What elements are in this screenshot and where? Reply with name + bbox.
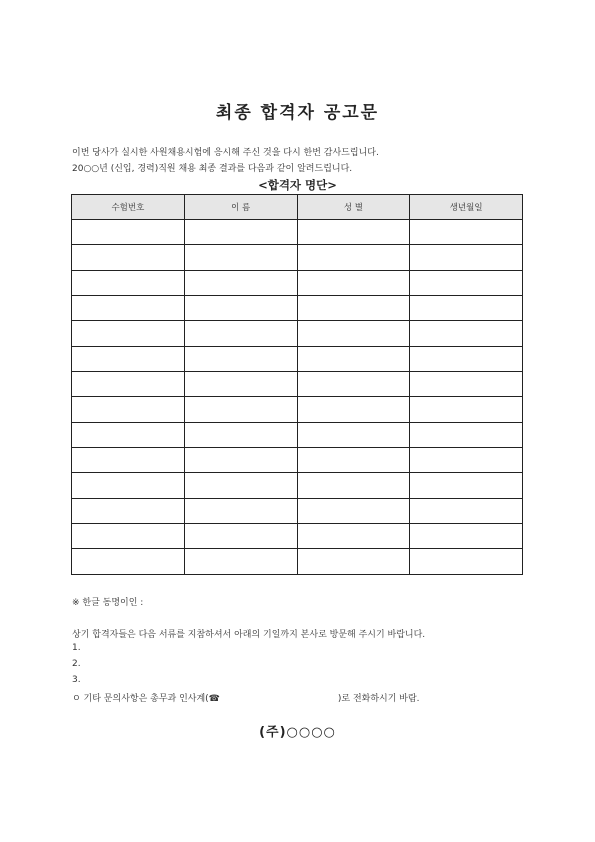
table-cell[interactable] [410, 296, 523, 321]
table-cell[interactable] [297, 321, 410, 346]
homonym-note: ※ 한글 동명이인 : [72, 598, 144, 608]
table-cell[interactable] [410, 245, 523, 270]
table-cell[interactable] [72, 270, 185, 295]
instruction-text: 상기 합격자들은 다음 서류를 지참하셔서 아래의 기일까지 본사로 방문해 주시기 바랍니다. [72, 630, 426, 640]
table-row [72, 245, 523, 270]
table-cell[interactable] [410, 220, 523, 245]
table-row [72, 549, 523, 575]
table-row [72, 473, 523, 498]
table-cell[interactable] [297, 296, 410, 321]
table-cell[interactable] [72, 372, 185, 397]
list-item-2: 2. [72, 659, 81, 669]
contact-suffix: )로 전화하시기 바람. [337, 694, 420, 704]
contact-line [72, 691, 420, 704]
table-cell[interactable] [184, 220, 297, 245]
intro-line-2: 20○○년 (신입, 경력)직원 채용 최종 결과를 다음과 같이 알려드립니다. [72, 164, 353, 174]
roster-body [72, 220, 523, 575]
roster-subtitle: <합격자 명단> [258, 178, 337, 192]
table-cell[interactable] [184, 346, 297, 371]
table-header-row [72, 195, 523, 220]
table-cell[interactable] [410, 448, 523, 473]
table-cell[interactable] [410, 422, 523, 447]
table-cell[interactable] [184, 296, 297, 321]
table-cell[interactable] [297, 448, 410, 473]
table-cell[interactable] [297, 397, 410, 422]
table-cell[interactable] [72, 473, 185, 498]
table-cell[interactable] [297, 524, 410, 549]
table-row [72, 524, 523, 549]
table-cell[interactable] [297, 422, 410, 447]
table-cell[interactable] [72, 321, 185, 346]
table-row [72, 321, 523, 346]
table-cell[interactable] [297, 473, 410, 498]
column-header-gender: 성 별 [297, 195, 410, 220]
table-cell[interactable] [184, 397, 297, 422]
table-cell[interactable] [184, 448, 297, 473]
table-cell[interactable] [184, 473, 297, 498]
table-cell[interactable] [297, 372, 410, 397]
page-title: 최종 합격자 공고문 [215, 103, 380, 123]
table-row [72, 422, 523, 447]
table-cell[interactable] [184, 524, 297, 549]
table-cell[interactable] [410, 473, 523, 498]
list-item-1: 1. [72, 643, 81, 653]
table-cell[interactable] [72, 448, 185, 473]
table-row [72, 498, 523, 523]
table-row [72, 270, 523, 295]
table-cell[interactable] [410, 524, 523, 549]
table-cell[interactable] [184, 245, 297, 270]
table-cell[interactable] [297, 220, 410, 245]
table-cell[interactable] [184, 422, 297, 447]
list-item-3: 3. [72, 675, 81, 685]
column-header-name: 이 름 [184, 195, 297, 220]
table-cell[interactable] [297, 549, 410, 575]
table-cell[interactable] [297, 498, 410, 523]
table-cell[interactable] [297, 270, 410, 295]
table-cell[interactable] [72, 549, 185, 575]
table-cell[interactable] [72, 346, 185, 371]
column-header-exam-number: 수험번호 [72, 195, 185, 220]
table-cell[interactable] [410, 372, 523, 397]
table-cell[interactable] [410, 321, 523, 346]
table-cell[interactable] [72, 524, 185, 549]
company-name: (주)○○○○ [259, 725, 336, 740]
table-cell[interactable] [184, 498, 297, 523]
table-cell[interactable] [410, 397, 523, 422]
table-row [72, 346, 523, 371]
table-row [72, 448, 523, 473]
table-cell[interactable] [410, 549, 523, 575]
table-row [72, 372, 523, 397]
table-cell[interactable] [184, 270, 297, 295]
table-row [72, 220, 523, 245]
table-cell[interactable] [410, 270, 523, 295]
table-cell[interactable] [184, 549, 297, 575]
table-cell[interactable] [410, 346, 523, 371]
column-header-birthdate: 생년월일 [410, 195, 523, 220]
roster-table [71, 194, 523, 575]
table-cell[interactable] [72, 397, 185, 422]
table-cell[interactable] [72, 220, 185, 245]
table-cell[interactable] [72, 296, 185, 321]
table-cell[interactable] [410, 498, 523, 523]
table-row [72, 397, 523, 422]
table-cell[interactable] [297, 346, 410, 371]
table-row [72, 296, 523, 321]
table-cell[interactable] [297, 245, 410, 270]
table-cell[interactable] [72, 422, 185, 447]
contact-prefix: ㅇ 기타 문의사항은 총무과 인사계(☎ [72, 694, 220, 704]
table-cell[interactable] [72, 498, 185, 523]
table-cell[interactable] [72, 245, 185, 270]
table-cell[interactable] [184, 321, 297, 346]
intro-line-1: 이번 당사가 실시한 사원채용시험에 응시해 주신 것을 다시 한번 감사드립니다. [72, 148, 379, 158]
table-cell[interactable] [184, 372, 297, 397]
